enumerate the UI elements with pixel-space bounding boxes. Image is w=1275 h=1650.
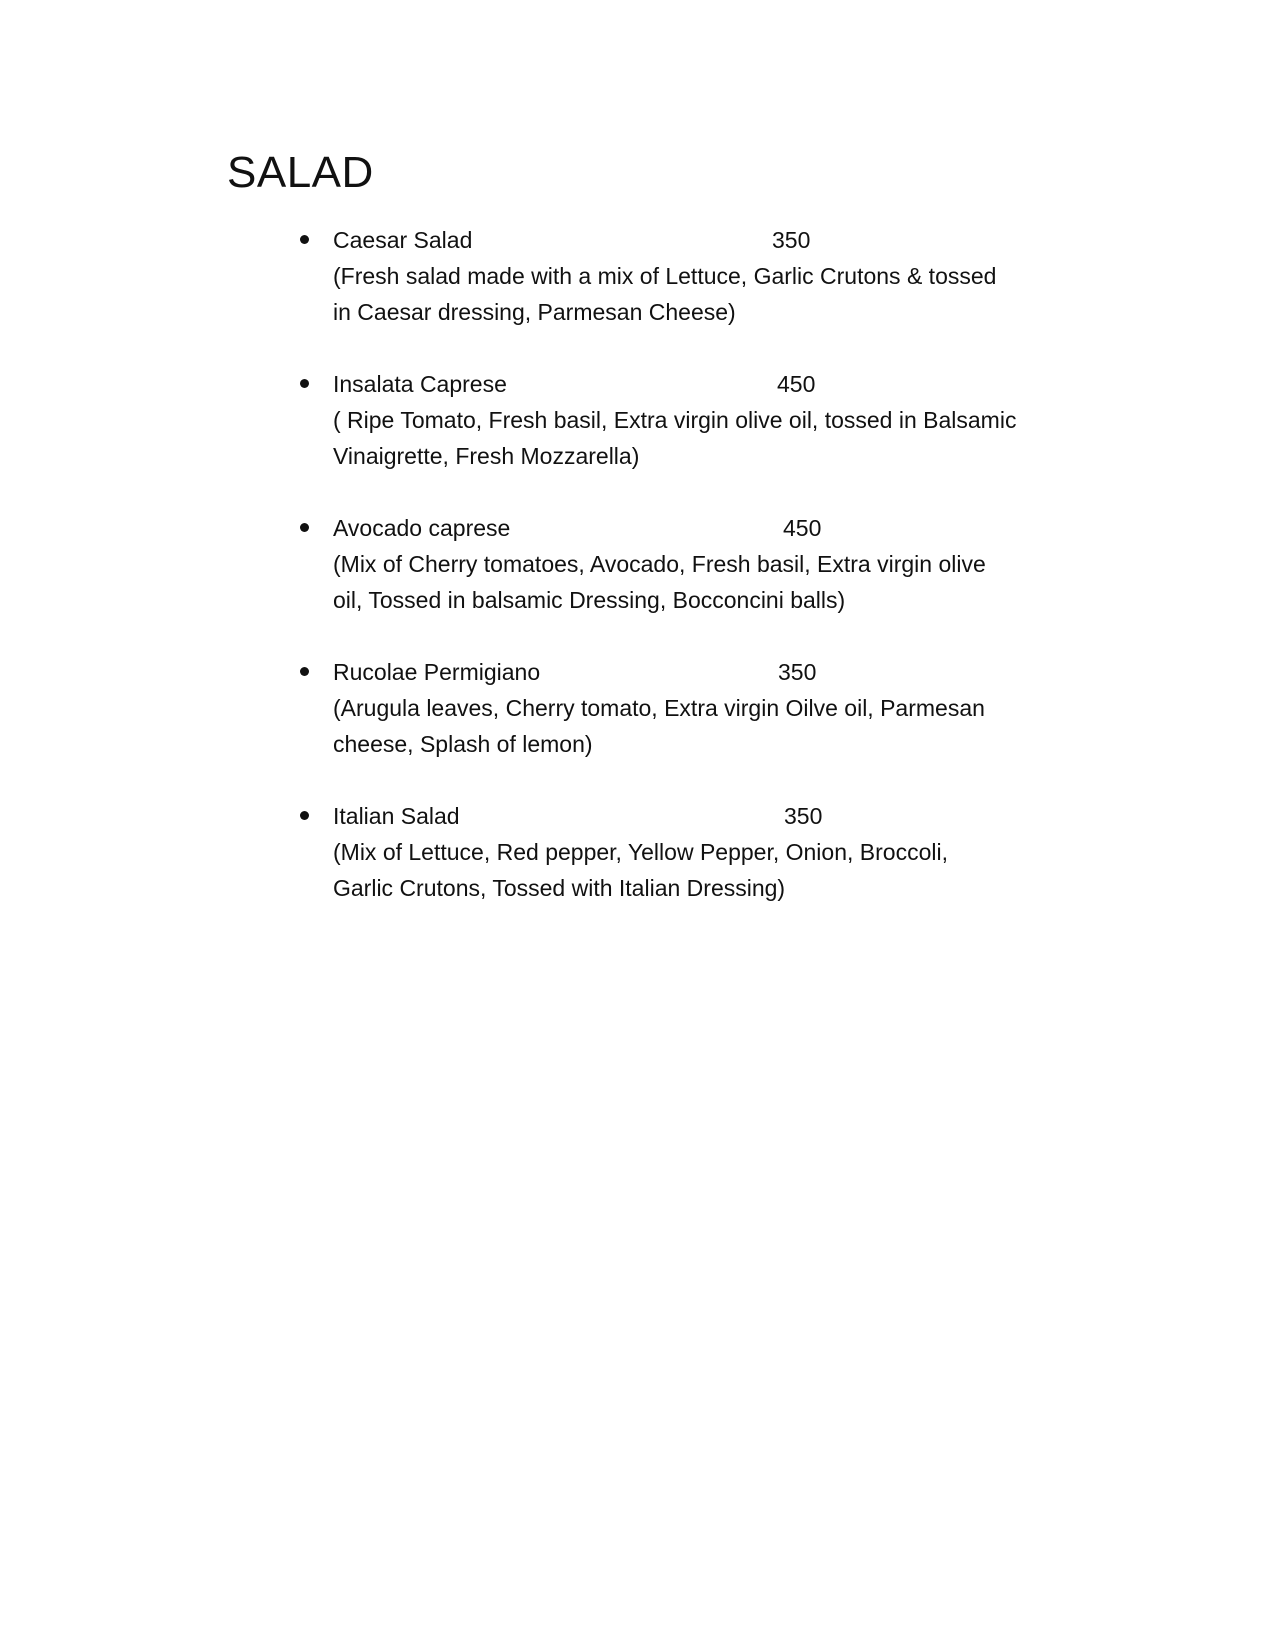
item-description-line: Vinaigrette, Fresh Mozzarella) [333,443,640,469]
item-description [333,546,1073,618]
item-name: Avocado caprese [333,515,511,541]
item-description-line: (Mix of Cherry tomatoes, Avocado, Fresh basil, Extra virgin olive [333,551,986,577]
item-description-line: (Mix of Lettuce, Red pepper, Yellow Pepper, Onion, Broccoli, [333,839,948,865]
item-name: Italian Salad [333,803,460,829]
bullet-icon [300,811,309,820]
item-description-line: ( Ripe Tomato, Fresh basil, Extra virgin olive oil, tossed in Balsamic [333,407,1017,433]
item-description [333,690,1073,762]
item-description [333,834,1073,906]
item-description [333,402,1073,474]
bullet-icon [300,379,309,388]
bullet-icon [300,523,309,532]
section-title: SALAD [227,148,374,197]
item-name: Caesar Salad [333,227,473,253]
item-price: 350 [784,803,823,829]
item-description-line: Garlic Crutons, Tossed with Italian Dressing) [333,875,786,901]
item-description-line: oil, Tossed in balsamic Dressing, Bocconcini balls) [333,587,846,613]
item-name: Insalata Caprese [333,371,507,397]
item-description-line: (Arugula leaves, Cherry tomato, Extra virgin Oilve oil, Parmesan [333,695,985,721]
item-price: 350 [778,659,817,685]
item-name: Rucolae Permigiano [333,659,541,685]
bullet-icon [300,235,309,244]
item-price: 350 [772,227,811,253]
item-price: 450 [777,371,816,397]
item-description-line: in Caesar dressing, Parmesan Cheese) [333,299,736,325]
bullet-icon [300,667,309,676]
item-description [333,258,1073,330]
item-description-line: cheese, Splash of lemon) [333,731,593,757]
item-price: 450 [783,515,822,541]
item-description-line: (Fresh salad made with a mix of Lettuce, Garlic Crutons & tossed [333,263,997,289]
